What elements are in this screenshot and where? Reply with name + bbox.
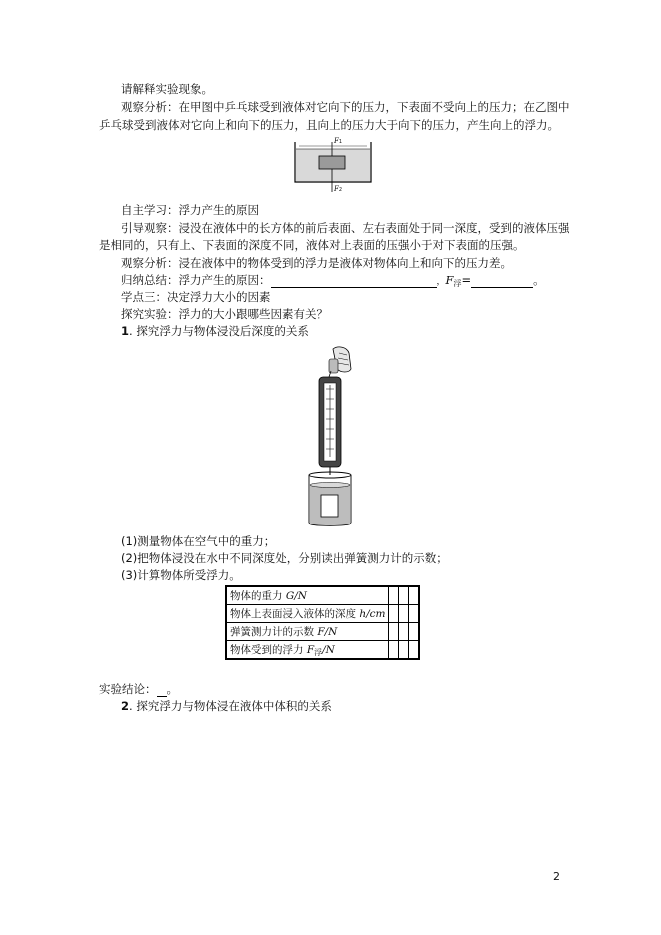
- table-row: [226, 586, 419, 605]
- step-1: (1)测量物体在空气中的重力；: [121, 534, 276, 548]
- table-row-label: 弹簧测力计的示数 F/N: [226, 623, 389, 641]
- table-cell[interactable]: [389, 623, 399, 641]
- para-guided-1: 引导观察：浸没在液体中的长方体的前后表面、左右表面处于同一深度，受到的液体压强: [121, 221, 570, 235]
- table-cell[interactable]: [389, 605, 399, 623]
- answer-blank-1[interactable]: [271, 273, 437, 288]
- table-row-label: 物体的重力 G/N: [226, 586, 389, 605]
- page-number: 2: [553, 870, 560, 883]
- force-label-bottom: F2: [334, 185, 343, 193]
- para-explain: 请解释实验现象。: [121, 82, 213, 96]
- answer-blank-2[interactable]: [471, 273, 533, 288]
- table-cell[interactable]: [409, 605, 420, 623]
- step-3: (3)计算物体所受浮力。: [121, 568, 241, 582]
- conclusion-blank[interactable]: [157, 682, 167, 697]
- step-2: (2)把物体浸没在水中不同深度处，分别读出弹簧测力计的示数；: [121, 551, 448, 565]
- table-cell[interactable]: [389, 586, 399, 605]
- data-table: [225, 585, 420, 660]
- table-row-label: 物体受到的浮力 $F_浮/N$: [226, 641, 389, 660]
- para-guided-2: 是相同的，只有上、下表面的深度不同，液体对上表面的压强小于对下表面的压强。: [99, 238, 525, 252]
- para-observe-3: 观察分析：浸在液体中的物体受到的浮力是液体对物体向上和向下的压力差。: [121, 256, 512, 270]
- item-2: 2. 探究浮力与物体浸在液体中体积的关系: [121, 699, 332, 713]
- table-row: [226, 623, 419, 641]
- spring-scale-beaker-figure: [303, 345, 360, 527]
- para-experiment: 探究实验：浮力的大小跟哪些因素有关？: [121, 307, 328, 321]
- section-heading-3: 学点三：决定浮力大小的因素: [121, 290, 271, 304]
- para-self-study: 自主学习：浮力产生的原因: [121, 203, 259, 217]
- conclusion: 实验结论： 。: [99, 682, 178, 696]
- table-row-label: 物体上表面浸入液体的深度 h/cm: [226, 605, 389, 623]
- block-in-liquid-figure: [293, 136, 373, 194]
- force-label-top: F1: [334, 137, 343, 145]
- para-observe-1: 观察分析：在甲图中乒乓球受到液体对它向下的压力，下表面不受向上的压力；在乙图中: [121, 100, 570, 114]
- item-1: 1. 探究浮力与物体浸没后深度的关系: [121, 324, 309, 338]
- table-cell[interactable]: [399, 586, 409, 605]
- table-cell[interactable]: [409, 586, 420, 605]
- para-observe-2: 乒乓球受到液体对它向上和向下的压力，且向上的压力大于向下的压力，产生向上的浮力。: [99, 118, 559, 132]
- table-cell[interactable]: [409, 623, 420, 641]
- table-cell[interactable]: [389, 641, 399, 660]
- para-summary: 归纳总结：浮力产生的原因： ，$F_浮=$ 。: [121, 273, 545, 288]
- table-row: [226, 605, 419, 623]
- table-cell[interactable]: [399, 641, 409, 660]
- table-cell[interactable]: [399, 605, 409, 623]
- table-row: [226, 641, 419, 660]
- table-cell[interactable]: [409, 641, 420, 660]
- table-cell[interactable]: [399, 623, 409, 641]
